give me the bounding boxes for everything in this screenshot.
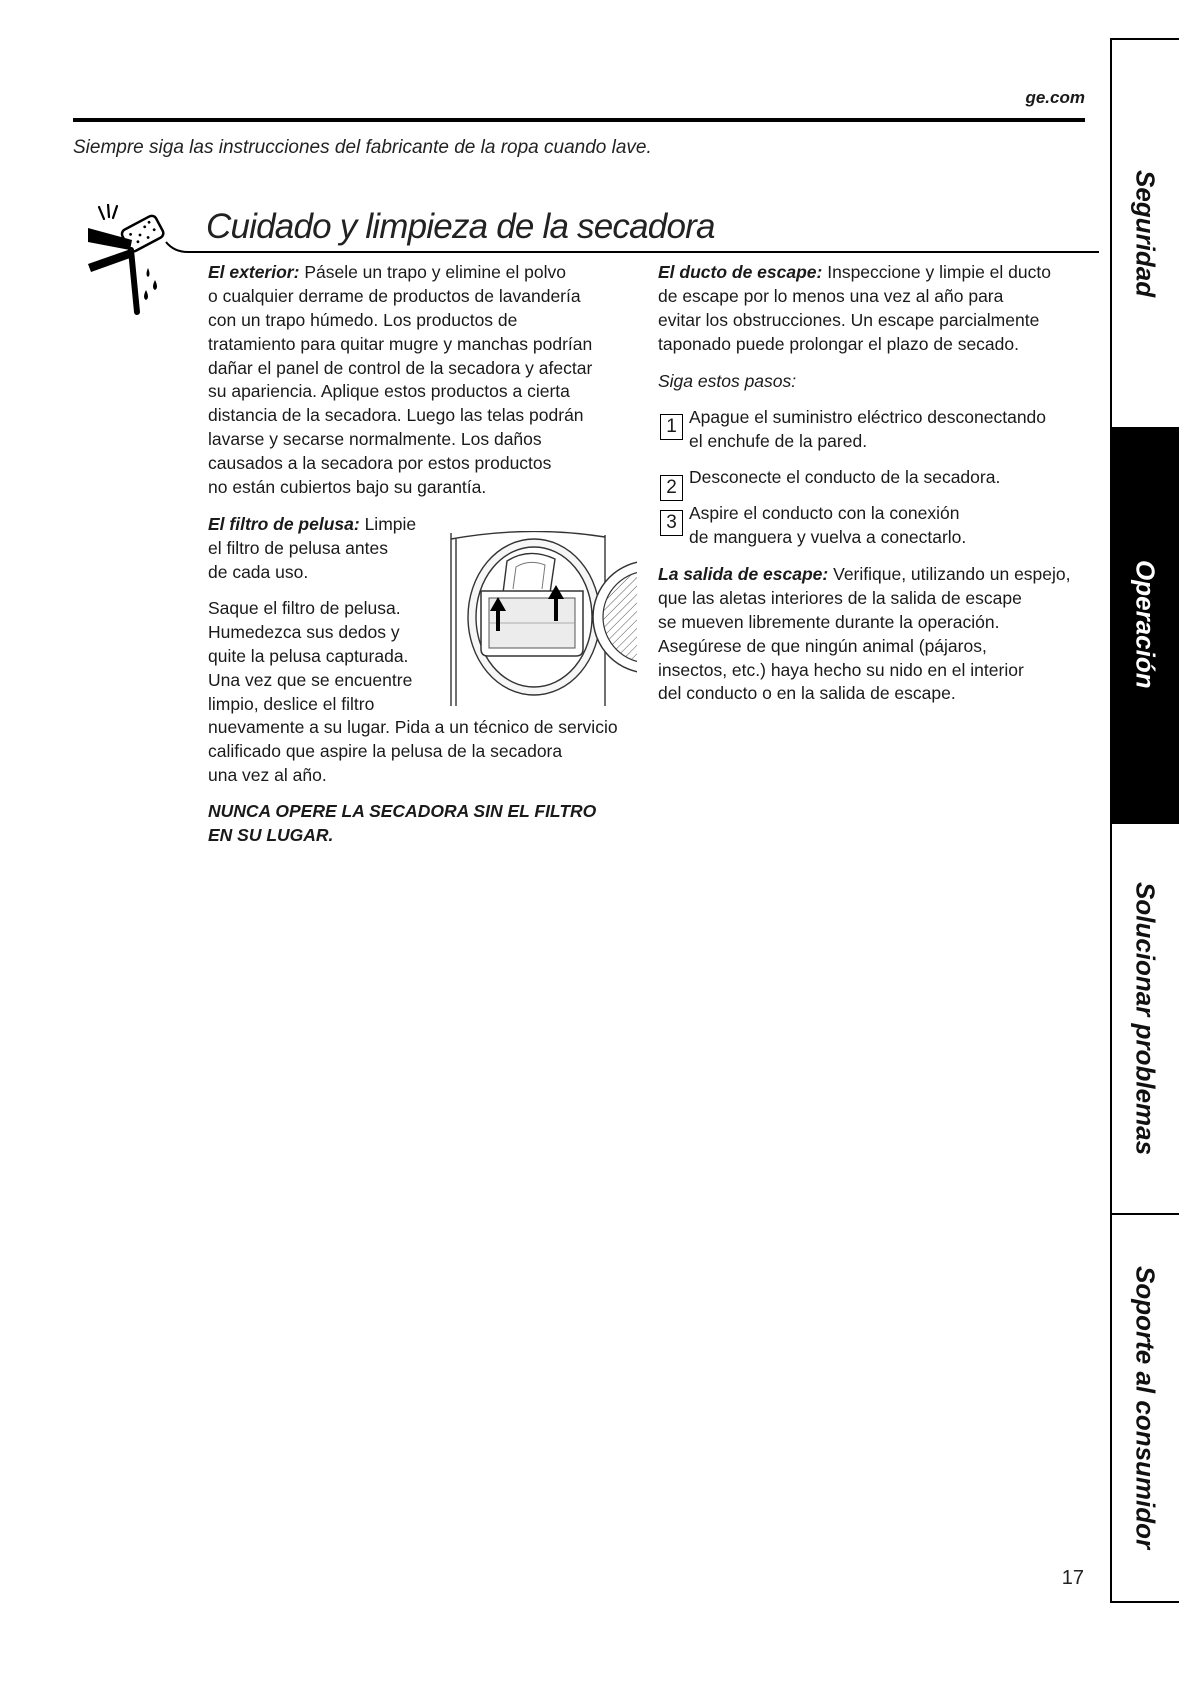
step-line: de manguera y vuelva a conectarlo. bbox=[689, 526, 967, 547]
exhaust-duct-line: evitar los obstrucciones. Un escape parcialmente bbox=[658, 309, 1040, 330]
drip-stream bbox=[131, 250, 137, 312]
sparkle-lines bbox=[99, 204, 117, 219]
lint-cleaning-line: calificado que aspire la pelusa de la secadora bbox=[208, 741, 563, 762]
tab-operacion bbox=[1110, 427, 1179, 822]
exhaust-duct-line: de escape por lo menos una vez al año para bbox=[658, 285, 1004, 306]
exterior-line: tratamiento para quitar mugre y manchas podrían bbox=[208, 333, 593, 354]
care-and-cleaning-icon bbox=[88, 204, 188, 320]
exterior-lead: El exterior: bbox=[208, 262, 300, 282]
tab-label: Seguridad bbox=[1130, 169, 1161, 298]
step-line: Desconecte el conducto de la secadora. bbox=[689, 467, 1001, 487]
exterior-line: con un trapo húmedo. Los productos de bbox=[208, 309, 518, 330]
exterior-line-text: Pásele un trapo y elimine el polvo bbox=[304, 262, 566, 282]
lint-filter-warning bbox=[208, 800, 596, 848]
tab-label: Solucionar problemas bbox=[1130, 881, 1161, 1156]
exhaust-duct-line-text: Inspeccione y limpie el ducto bbox=[827, 262, 1051, 282]
step-line: el enchufe de la pared. bbox=[689, 430, 868, 451]
warning-line: NUNCA OPERE LA SECADORA SIN EL FILTRO bbox=[208, 801, 597, 821]
warning-line: EN SU LUGAR. bbox=[208, 824, 334, 845]
page-number: 17 bbox=[1061, 1567, 1084, 1589]
title-rule-hook bbox=[166, 242, 188, 252]
lint-filter-line bbox=[208, 513, 416, 537]
tab-label: Operación bbox=[1130, 560, 1161, 689]
exhaust-hood-line: se mueven libremente durante la operación. bbox=[658, 611, 1000, 632]
exhaust-hood-line: Asegúrese de que ningún animal (pájaros, bbox=[658, 635, 987, 656]
exhaust-hood-line: que las aletas interiores de la salida de escape bbox=[658, 587, 1022, 608]
header-rule bbox=[73, 118, 1085, 122]
step-line: Aspire el conducto con la conexión bbox=[689, 503, 960, 523]
step-item bbox=[689, 466, 1000, 490]
section-title: Cuidado y limpieza de la secadora bbox=[206, 207, 715, 246]
exhaust-hood-paragraph bbox=[658, 563, 1071, 706]
step-number-box: 1 bbox=[660, 414, 683, 440]
exhaust-hood-line: del conducto o en la salida de escape. bbox=[658, 683, 956, 704]
exterior-line: no están cubiertos bajo su garantía. bbox=[208, 477, 487, 498]
exterior-line: causados a la secadora por estos productos bbox=[208, 453, 552, 474]
exhaust-duct-paragraph bbox=[658, 261, 1051, 357]
lint-filter-line: de cada uso. bbox=[208, 561, 309, 582]
exhaust-hood-lead: La salida de escape: bbox=[658, 564, 829, 584]
exhaust-duct-lead: El ducto de escape: bbox=[658, 262, 823, 282]
lint-filter-line-text: Limpie bbox=[364, 514, 417, 534]
exhaust-hood-line bbox=[658, 563, 1071, 587]
lint-filter-paragraph bbox=[208, 513, 416, 585]
lint-cleaning-line: nuevamente a su lugar. Pida a un técnico de servicio bbox=[208, 717, 618, 738]
exhaust-duct-line: taponado puede prolongar el plazo de secado. bbox=[658, 333, 1019, 354]
lint-cleaning-line: Una vez que se encuentre bbox=[208, 669, 413, 690]
lint-filter-line: el filtro de pelusa antes bbox=[208, 537, 388, 558]
tab-seguridad bbox=[1110, 38, 1179, 427]
lint-cleaning-line: limpio, deslice el filtro bbox=[208, 693, 375, 714]
tab-soporte-al-consumidor bbox=[1110, 1213, 1179, 1603]
exterior-line: lavarse y secarse normalmente. Los daños bbox=[208, 429, 542, 450]
site-url: ge.com bbox=[1025, 88, 1085, 107]
step-number-box: 3 bbox=[660, 510, 683, 536]
exterior-line: o cualquier derrame de productos de lavandería bbox=[208, 285, 581, 306]
step-line: Apague el suministro eléctrico desconectando bbox=[689, 407, 1047, 427]
exterior-line: dañar el panel de control de la secadora y afectar bbox=[208, 357, 593, 378]
exhaust-duct-line bbox=[658, 261, 1051, 285]
exhaust-hood-line-text: Verifique, utilizando un espejo, bbox=[833, 564, 1071, 584]
intro-note: Siempre siga las instrucciones del fabricante de la ropa cuando lave. bbox=[73, 137, 652, 158]
exterior-paragraph bbox=[208, 261, 592, 500]
lint-filter-lead: El filtro de pelusa: bbox=[208, 514, 360, 534]
lint-cleaning-line: quite la pelusa capturada. bbox=[208, 645, 409, 666]
exterior-line: su apariencia. Aplique estos productos a cierta bbox=[208, 381, 570, 402]
title-rule bbox=[187, 251, 1099, 253]
lint-cleaning-line: una vez al año. bbox=[208, 765, 327, 786]
water-droplets bbox=[144, 268, 157, 300]
tab-label: Soporte al consumidor bbox=[1130, 1266, 1161, 1550]
lint-cleaning-line: Humedezca sus dedos y bbox=[208, 621, 400, 642]
exterior-line bbox=[208, 261, 592, 285]
step-number-box: 2 bbox=[660, 475, 683, 501]
steps-intro: Siga estos pasos: bbox=[658, 371, 797, 391]
tab-solucionar-problemas bbox=[1110, 822, 1179, 1213]
step-item bbox=[689, 406, 1046, 454]
lint-cleaning-line: Saque el filtro de pelusa. bbox=[208, 598, 401, 618]
exhaust-hood-line: insectos, etc.) haya hecho su nido en el interior bbox=[658, 659, 1024, 680]
dryer-lint-filter-illustration bbox=[437, 531, 637, 706]
dryer-door bbox=[593, 561, 637, 673]
exterior-line: distancia de la secadora. Luego las telas podrán bbox=[208, 405, 584, 426]
step-item bbox=[689, 502, 966, 550]
